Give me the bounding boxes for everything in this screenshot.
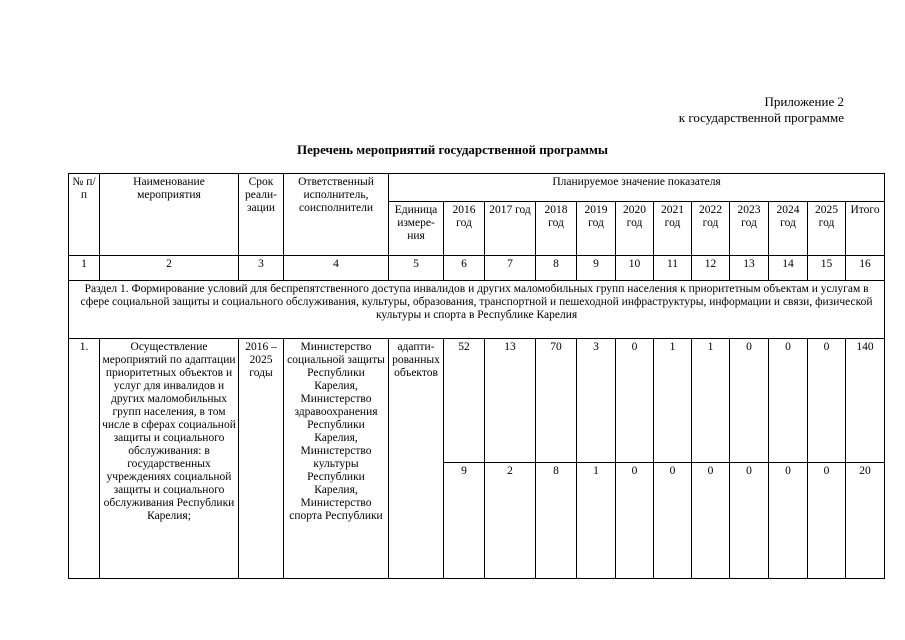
value-cell: 52	[444, 339, 485, 463]
header-year: 2019 год	[577, 202, 616, 256]
value-cell: 0	[808, 339, 846, 463]
value-cell: 0	[616, 339, 654, 463]
value-cell: 0	[654, 463, 692, 579]
column-number: 7	[485, 256, 536, 281]
value-cell: 0	[808, 463, 846, 579]
header-year: 2017 год	[485, 202, 536, 256]
value-cell: 1	[654, 339, 692, 463]
header-planned: Планируемое значение показателя	[389, 174, 885, 202]
column-number: 6	[444, 256, 485, 281]
section-row	[69, 281, 885, 339]
measure-term: 2016 – 2025 годы	[239, 339, 284, 579]
value-cell: 0	[692, 463, 730, 579]
column-number: 3	[239, 256, 284, 281]
measure-responsible: Министерство социальной защиты Республики Карелия, Министерство здравоохранения Республики Карелия, Министерство культуры Республики Карелия, Министерство спорта Республики	[284, 339, 389, 579]
header-num: № п/п	[69, 174, 100, 256]
column-number: 5	[389, 256, 444, 281]
column-number: 8	[536, 256, 577, 281]
measures-table	[68, 173, 885, 579]
value-cell: 1	[577, 463, 616, 579]
header-row-1	[69, 174, 885, 202]
value-cell: 0	[769, 339, 808, 463]
value-cell: 0	[730, 463, 769, 579]
column-number: 2	[100, 256, 239, 281]
header-name: Наименование мероприятия	[100, 174, 239, 256]
value-cell: 0	[769, 463, 808, 579]
header-year: 2022 год	[692, 202, 730, 256]
header-year: 2021 год	[654, 202, 692, 256]
column-number: 10	[616, 256, 654, 281]
measure-name: Осуществление мероприятий по адаптации приоритетных объектов и услуг для инвалидов и других маломобильных групп населения, в том числе в сферах социальной защиты и социального обслуживания: в государственных учреждениях социальной защиты и социального обслуживания Республики Карелия;	[100, 339, 239, 579]
value-cell: 13	[485, 339, 536, 463]
value-cell: 8	[536, 463, 577, 579]
column-number: 11	[654, 256, 692, 281]
appendix-line-1: Приложение 2	[764, 94, 844, 109]
value-cell: 0	[730, 339, 769, 463]
value-cell: 70	[536, 339, 577, 463]
column-number: 4	[284, 256, 389, 281]
document-title: Перечень мероприятий государственной программы	[296, 142, 609, 157]
value-cell: 2	[485, 463, 536, 579]
column-number: 1	[69, 256, 100, 281]
total-cell: 140	[846, 339, 885, 463]
header-year: 2024 год	[769, 202, 808, 256]
value-cell: 3	[577, 339, 616, 463]
column-number: 13	[730, 256, 769, 281]
value-cell: 0	[616, 463, 654, 579]
header-year: 2016 год	[444, 202, 485, 256]
value-cell: 9	[444, 463, 485, 579]
measure-unit: адапти-рованных объектов	[389, 339, 444, 579]
header-year: 2020 год	[616, 202, 654, 256]
total-cell: 20	[846, 463, 885, 579]
header-responsible: Ответственный исполнитель, соисполнители	[284, 174, 389, 256]
appendix-note	[679, 94, 844, 126]
header-year: 2025 год	[808, 202, 846, 256]
column-number-row	[69, 256, 885, 281]
table-row	[69, 339, 885, 463]
header-year: 2018 год	[536, 202, 577, 256]
column-number: 16	[846, 256, 885, 281]
column-number: 12	[692, 256, 730, 281]
header-term: Срок реали-зации	[239, 174, 284, 256]
appendix-line-2: к государственной программе	[678, 110, 844, 125]
column-number: 9	[577, 256, 616, 281]
header-total: Итого	[846, 202, 885, 256]
header-year: 2023 год	[730, 202, 769, 256]
header-unit: Единица измере-ния	[389, 202, 444, 256]
value-cell: 1	[692, 339, 730, 463]
section-title: Раздел 1. Формирование условий для беспрепятственного доступа инвалидов и других маломобильных групп населения к приоритетным объектам и услугам в сфере социальной защиты и социального обслуживания, культуры, образования, транспортной и пешеходной инфраструктуры, информации и связи, физической культуры и спорта в Республике Карелия	[69, 281, 885, 339]
row-number: 1.	[69, 339, 100, 579]
column-number: 14	[769, 256, 808, 281]
column-number: 15	[808, 256, 846, 281]
